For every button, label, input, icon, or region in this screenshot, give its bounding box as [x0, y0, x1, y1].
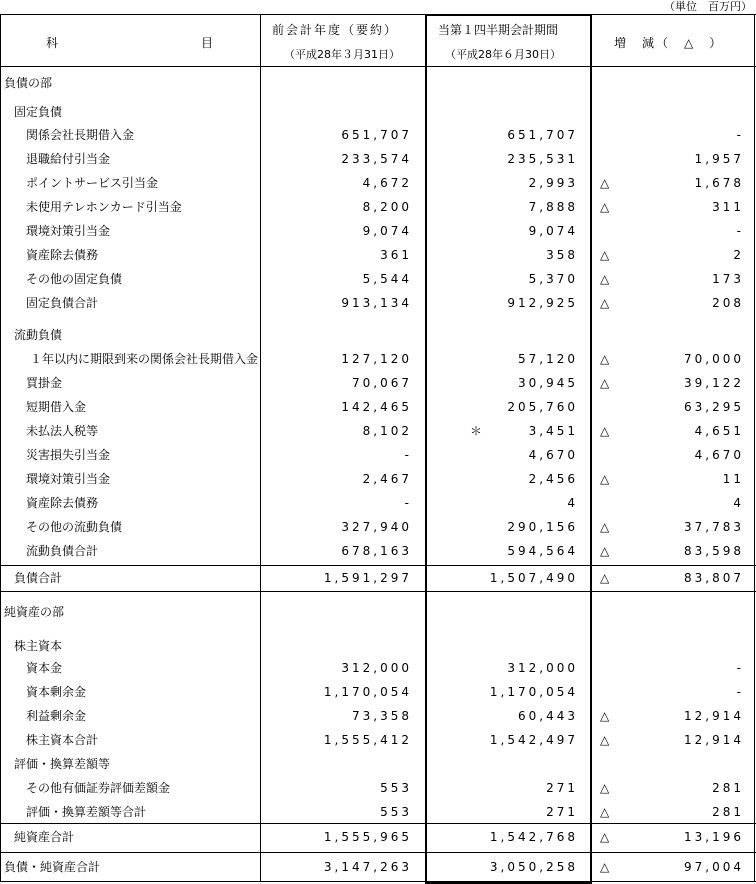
- diff-value: 4,651: [694, 424, 744, 438]
- prev-value: 8,102: [362, 424, 412, 438]
- curr-value: 271: [546, 781, 578, 795]
- prev-value: 3,147,263: [323, 860, 412, 874]
- row-label: 環境対策引当金: [26, 224, 111, 238]
- header-prev-line1: 前会計年度（要約）: [272, 23, 399, 37]
- grand-total-top-border: [0, 852, 756, 853]
- diff-value: 281: [712, 781, 744, 795]
- prev-value: 5,544: [362, 272, 412, 286]
- prev-value: 142,465: [341, 400, 412, 414]
- curr-value: 271: [546, 805, 578, 819]
- diff-value: -: [736, 685, 744, 699]
- net-assets-top-border: [0, 591, 756, 592]
- curr-value: 1,542,497: [489, 733, 578, 747]
- row-label: 資本金: [26, 661, 63, 675]
- diff-value: 4,670: [694, 448, 744, 462]
- diff-value: -: [736, 661, 744, 675]
- header-curr-line1: 当第１四半期会計期間: [438, 23, 559, 37]
- curr-value: 1,170,054: [489, 685, 578, 699]
- diff-value: 11: [722, 472, 744, 486]
- header-diff: 増 減（ △ ）: [614, 36, 724, 50]
- row-label: １年以内に期限到来の関係会社長期借入金: [30, 352, 259, 366]
- decrease-mark: △: [600, 860, 610, 874]
- row-label: 負債の部: [4, 76, 53, 90]
- curr-value: 30,945: [518, 376, 578, 390]
- prev-value: 312,000: [341, 661, 412, 675]
- header-account-b: 目: [201, 36, 214, 50]
- curr-value: 3,050,258: [489, 860, 578, 874]
- curr-value: 7,888: [528, 200, 578, 214]
- row-label: 株主資本合計: [26, 733, 99, 747]
- decrease-mark: △: [600, 709, 610, 723]
- prev-value: 8,200: [362, 200, 412, 214]
- diff-value: 4: [733, 496, 744, 510]
- diff-value: 39,122: [684, 376, 744, 390]
- curr-value: 312,000: [507, 661, 578, 675]
- curr-value: 9,074: [528, 224, 578, 238]
- prev-value: -: [404, 496, 412, 510]
- row-label: 評価・換算差額等: [14, 757, 111, 771]
- col-border-1: [260, 14, 261, 882]
- row-label: 固定負債合計: [26, 296, 99, 310]
- decrease-mark: △: [600, 733, 610, 747]
- row-label: 固定負債: [14, 105, 63, 119]
- table-top-border: [0, 14, 756, 15]
- diff-value: 63,295: [684, 400, 744, 414]
- row-label: その他の固定負債: [26, 272, 123, 286]
- header-prev-line2: （平成28年３月31日）: [284, 48, 400, 61]
- prev-value: 127,120: [341, 352, 412, 366]
- diff-value: 311: [712, 200, 744, 214]
- header-curr-line2: （平成28年６月30日）: [445, 48, 561, 61]
- diff-value: 70,000: [684, 352, 744, 366]
- curr-value: 5,370: [528, 272, 578, 286]
- diff-value: 208: [712, 296, 744, 310]
- curr-value: 651,707: [507, 128, 578, 142]
- row-label: 流動負債: [14, 328, 63, 342]
- prev-value: 1,555,412: [323, 733, 412, 747]
- decrease-mark: △: [600, 176, 610, 190]
- row-label: 関係会社長期借入金: [26, 128, 135, 142]
- prev-value: 361: [380, 248, 412, 262]
- row-label: 流動負債合計: [26, 544, 99, 558]
- decrease-mark: △: [600, 200, 610, 214]
- diff-value: 97,004: [684, 860, 744, 874]
- curr-value: 205,760: [507, 400, 578, 414]
- curr-value: 57,120: [518, 352, 578, 366]
- curr-value: 2,456: [528, 472, 578, 486]
- diff-value: 37,783: [684, 520, 744, 534]
- decrease-mark: △: [600, 352, 610, 366]
- curr-value: 594,564: [507, 544, 578, 558]
- prev-value: 678,163: [341, 544, 412, 558]
- total-liab-top-border: [0, 565, 756, 566]
- row-label: 負債合計: [14, 571, 63, 585]
- row-label: その他の流動負債: [26, 520, 123, 534]
- prev-value: 553: [380, 805, 412, 819]
- prev-value: -: [404, 448, 412, 462]
- curr-value: 2,993: [528, 176, 578, 190]
- diff-value: 1,957: [694, 152, 744, 166]
- curr-value: 60,443: [518, 709, 578, 723]
- row-label: 評価・換算差額等合計: [26, 805, 147, 819]
- prev-value: 233,574: [341, 152, 412, 166]
- prev-value: 913,134: [341, 296, 412, 310]
- unit-note: （単位 百万円）: [664, 0, 752, 13]
- curr-value: 235,531: [507, 152, 578, 166]
- diff-value: 173: [712, 272, 744, 286]
- row-label: 買掛金: [26, 376, 63, 390]
- decrease-mark: △: [600, 781, 610, 795]
- row-label: 短期借入金: [26, 400, 87, 414]
- row-label: 資産除去債務: [26, 248, 99, 262]
- curr-value: 1,507,490: [489, 571, 578, 585]
- curr-value: 4,670: [528, 448, 578, 462]
- prev-value: 4,672: [362, 176, 412, 190]
- prev-value: 553: [380, 781, 412, 795]
- prev-value: 70,067: [352, 376, 412, 390]
- prev-value: 2,467: [362, 472, 412, 486]
- diff-value: 12,914: [684, 733, 744, 747]
- row-label: 純資産合計: [14, 830, 75, 844]
- curr-value: 358: [546, 248, 578, 262]
- diff-value: 281: [712, 805, 744, 819]
- diff-value: -: [736, 224, 744, 238]
- diff-value: 1,678: [694, 176, 744, 190]
- diff-value: 83,807: [684, 571, 744, 585]
- decrease-mark: △: [600, 248, 610, 262]
- curr-value: 912,925: [507, 296, 578, 310]
- decrease-mark: △: [600, 830, 610, 844]
- decrease-mark: △: [600, 805, 610, 819]
- prev-value: 651,707: [341, 128, 412, 142]
- curr-value: 290,156: [507, 520, 578, 534]
- diff-value: 12,914: [684, 709, 744, 723]
- decrease-mark: △: [600, 520, 610, 534]
- decrease-mark: △: [600, 544, 610, 558]
- row-label: 災害損失引当金: [26, 448, 111, 462]
- row-label: 負債・純資産合計: [4, 860, 101, 874]
- decrease-mark: △: [600, 296, 610, 310]
- row-label: 未払法人税等: [26, 424, 99, 438]
- curr-value: 3,451: [528, 424, 578, 438]
- header-bottom-border: [0, 66, 756, 67]
- row-label: その他有価証券評価差額金: [26, 781, 171, 795]
- decrease-mark: △: [600, 376, 610, 390]
- decrease-mark: △: [600, 272, 610, 286]
- row-label: ポイントサービス引当金: [26, 176, 159, 190]
- decrease-mark: △: [600, 424, 610, 438]
- note-mark: ＊: [470, 424, 483, 438]
- row-label: 退職給付引当金: [26, 152, 111, 166]
- diff-value: -: [736, 128, 744, 142]
- prev-value: 9,074: [362, 224, 412, 238]
- row-label: 株主資本: [14, 639, 63, 653]
- row-label: 環境対策引当金: [26, 472, 111, 486]
- diff-value: 13,196: [684, 830, 744, 844]
- curr-value: 4: [567, 496, 578, 510]
- diff-value: 2: [733, 248, 744, 262]
- table-bottom-border: [0, 881, 756, 882]
- header-account-a: 科: [46, 36, 59, 50]
- row-label: 資本剰余金: [26, 685, 87, 699]
- curr-value: 1,542,768: [489, 830, 578, 844]
- row-label: 利益剰余金: [26, 709, 87, 723]
- prev-value: 1,591,297: [323, 571, 412, 585]
- decrease-mark: △: [600, 472, 610, 486]
- prev-value: 73,358: [352, 709, 412, 723]
- prev-value: 327,940: [341, 520, 412, 534]
- net-total-top-border: [0, 823, 756, 824]
- col-border-right: [754, 14, 755, 882]
- diff-value: 83,598: [684, 544, 744, 558]
- prev-value: 1,170,054: [323, 685, 412, 699]
- row-label: 未使用テレホンカード引当金: [26, 200, 182, 214]
- decrease-mark: △: [600, 571, 610, 585]
- row-label: 純資産の部: [4, 605, 65, 619]
- row-label: 資産除去債務: [26, 496, 99, 510]
- prev-value: 1,555,965: [323, 830, 412, 844]
